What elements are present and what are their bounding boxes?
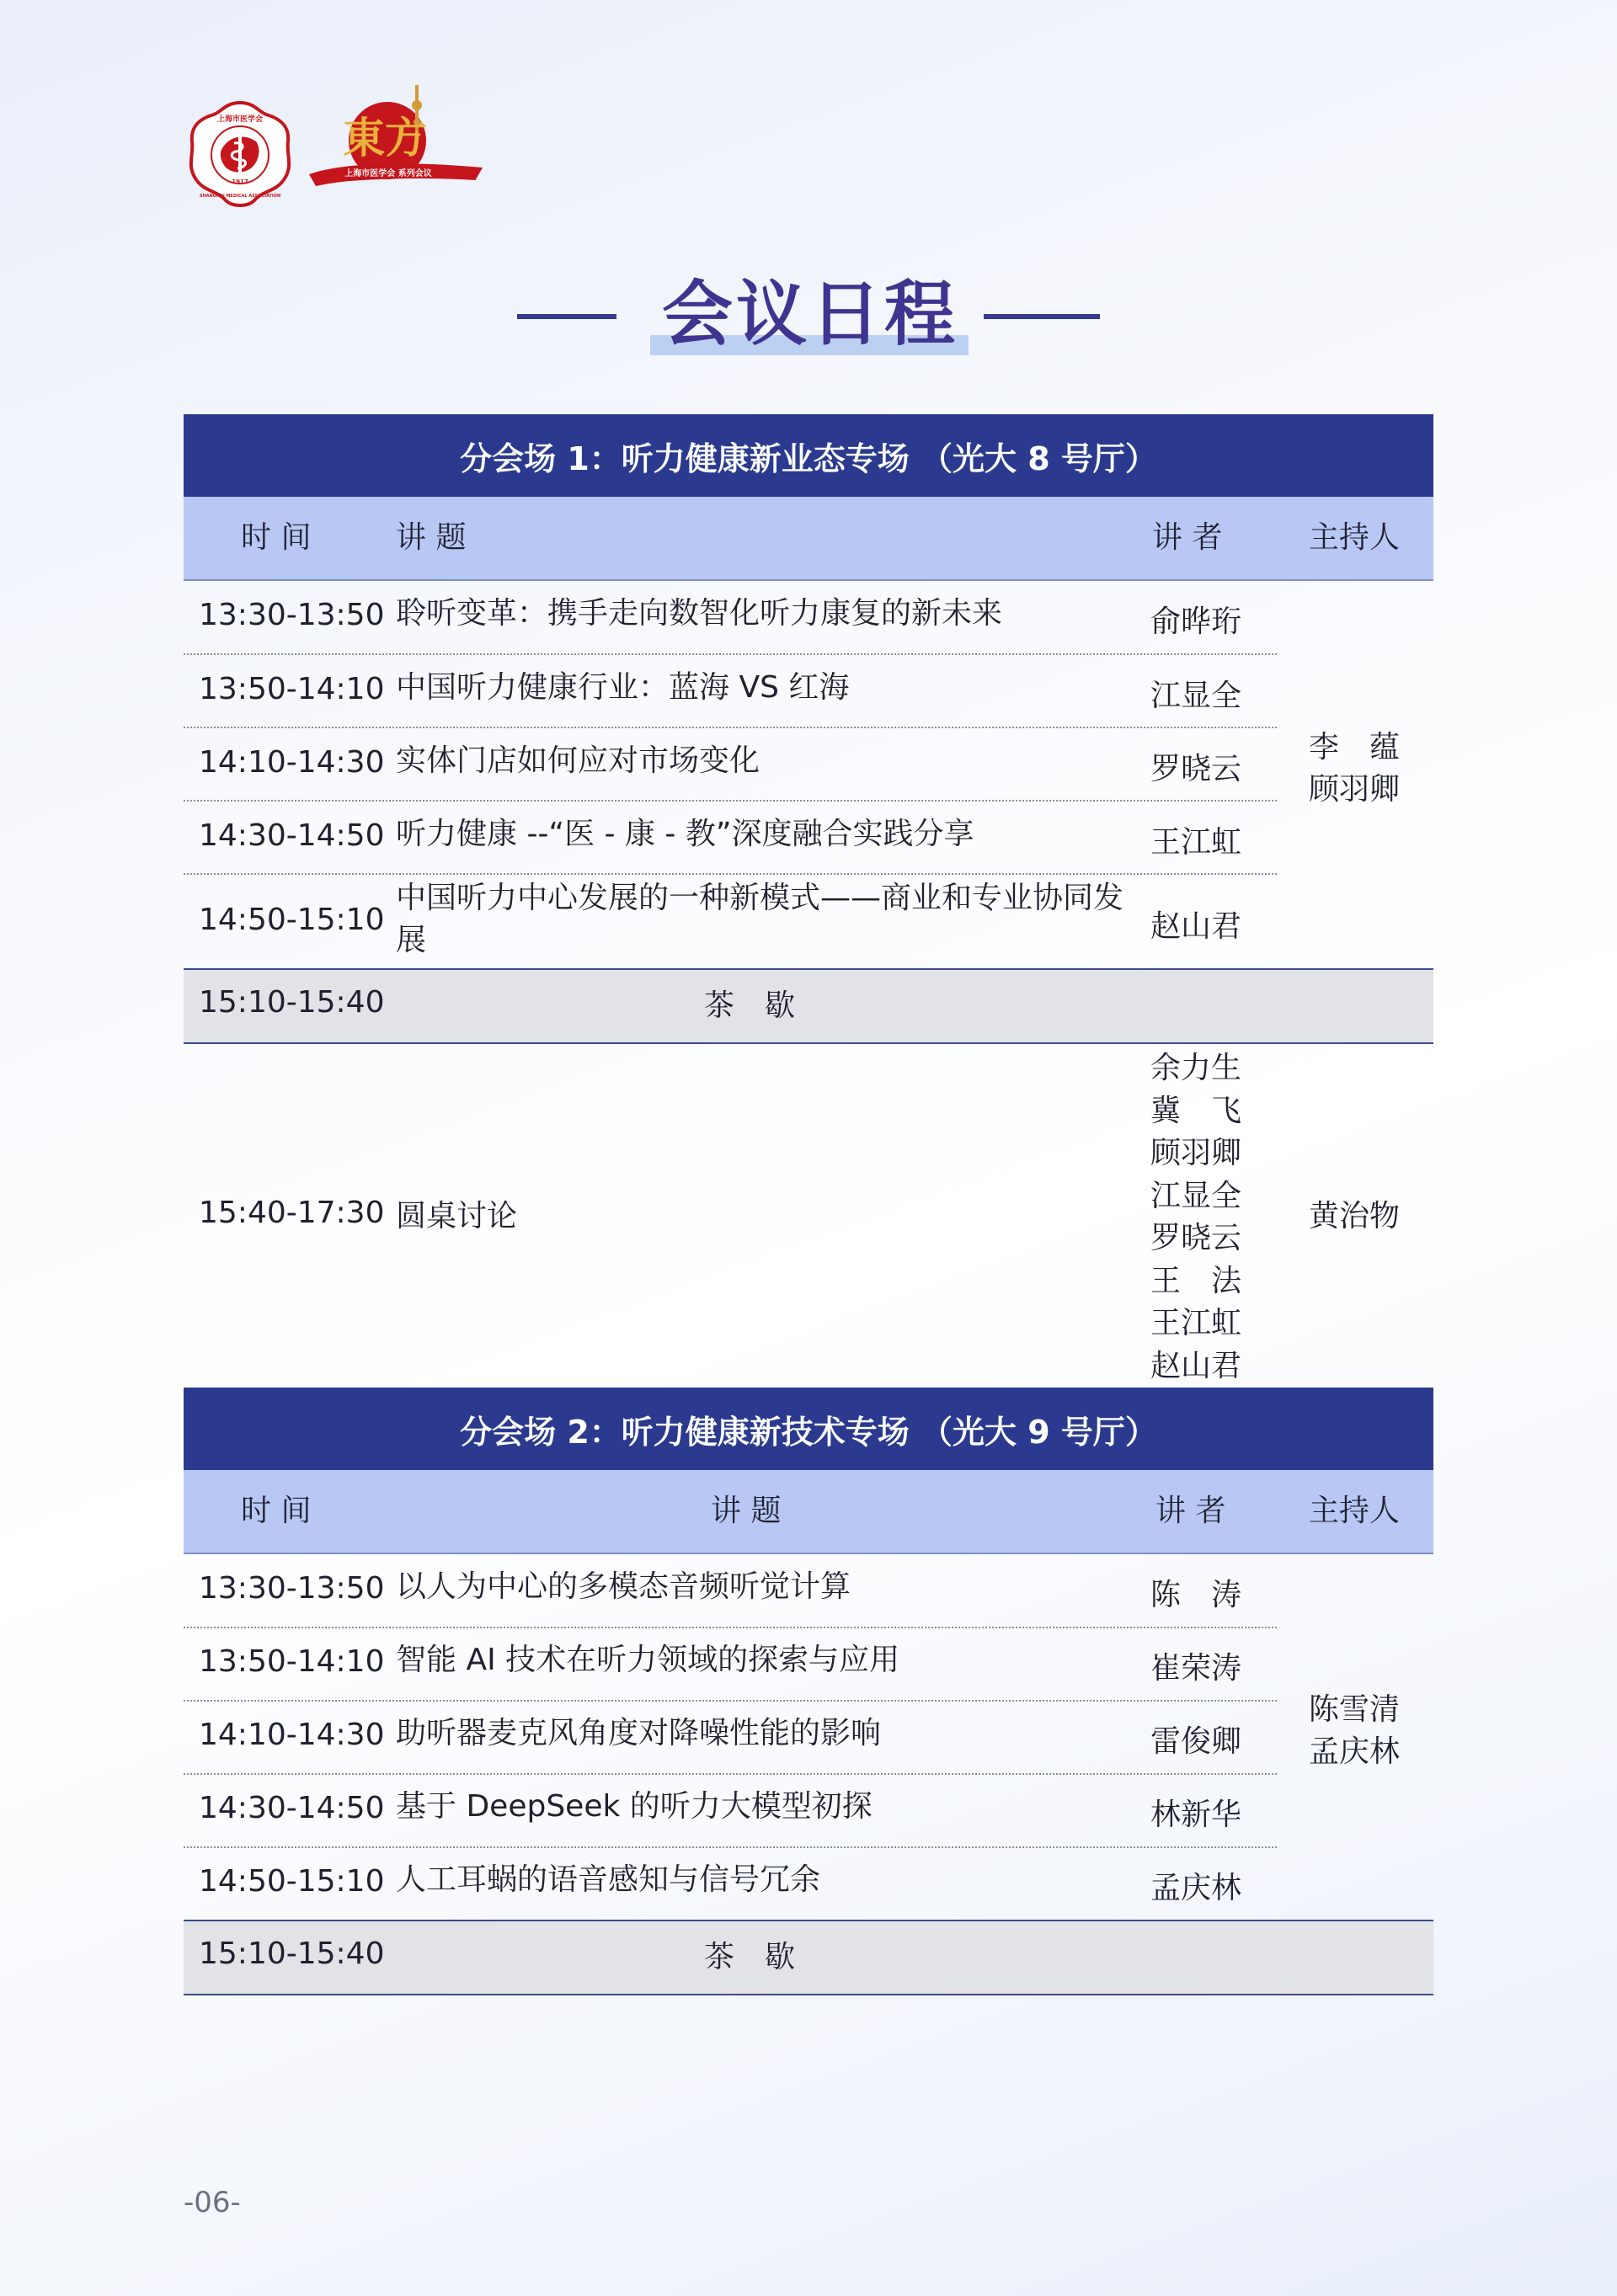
column-topic: 讲 题 bbox=[396, 520, 467, 555]
session-1-table bbox=[184, 414, 1433, 1391]
column-topic: 讲 题 bbox=[711, 1494, 782, 1528]
session-host-1: 陈雪清 bbox=[1309, 1692, 1401, 1727]
talk-topic: 以人为中心的多模态音频听觉计算 bbox=[396, 1569, 851, 1604]
tea-break-time: 15:10-15:40 bbox=[199, 985, 385, 1020]
roundtable-row bbox=[184, 1044, 1433, 1391]
talk-topic: 实体门店如何应对市场变化 bbox=[396, 743, 760, 778]
roundtable-time: 15:40-17:30 bbox=[199, 1196, 385, 1230]
tea-break-row bbox=[184, 1921, 1433, 1995]
talk-speaker: 林新华 bbox=[1150, 1798, 1242, 1832]
session-host-2: 顾羽卿 bbox=[1309, 772, 1401, 807]
sma-logo-english: SHANGHAI MEDICAL ASSOCIATION bbox=[199, 194, 281, 199]
session-host-1: 李 蕴 bbox=[1309, 730, 1401, 764]
row-divider bbox=[184, 653, 1277, 655]
row-divider bbox=[184, 800, 1277, 802]
roundtable-speakers bbox=[1150, 1047, 1241, 1388]
tea-break-row bbox=[184, 970, 1433, 1044]
roundtable-speaker: 冀 飞 bbox=[1150, 1093, 1242, 1128]
row-divider bbox=[184, 1627, 1277, 1628]
tea-break-label: 茶 歇 bbox=[704, 988, 796, 1023]
roundtable-speaker: 余力生 bbox=[1150, 1051, 1242, 1085]
session-title: 分会场 2：听力健康新技术专场 （光大 9 号厅） bbox=[184, 1388, 1433, 1470]
roundtable-speaker: 罗晓云 bbox=[1150, 1221, 1242, 1255]
column-host: 主持人 bbox=[1309, 520, 1401, 555]
talk-time: 14:10-14:30 bbox=[199, 1718, 385, 1752]
session-title: 分会场 1：听力健康新业态专场 （光大 8 号厅） bbox=[184, 414, 1433, 497]
talk-speaker: 崔荣涛 bbox=[1150, 1651, 1242, 1686]
column-time: 时 间 bbox=[241, 1494, 312, 1528]
column-host: 主持人 bbox=[1309, 1494, 1401, 1528]
page-number: -06- bbox=[184, 2186, 241, 2219]
row-divider bbox=[184, 727, 1277, 728]
roundtable-host: 黄治物 bbox=[1309, 1199, 1401, 1233]
column-header-row bbox=[184, 497, 1433, 581]
talk-topic: 人工耳蜗的语音感知与信号冗余 bbox=[396, 1862, 821, 1897]
talk-time: 14:30-14:50 bbox=[199, 818, 385, 853]
talk-topic: 中国听力健康行业：蓝海 VS 红海 bbox=[396, 670, 850, 705]
roundtable-speaker: 顾羽卿 bbox=[1150, 1136, 1242, 1170]
sma-logo-text: 上海市医学会 bbox=[216, 115, 264, 124]
column-header-row bbox=[184, 1470, 1433, 1554]
sma-logo-year: 1917 bbox=[232, 178, 248, 185]
talk-speaker: 俞晔珩 bbox=[1150, 605, 1242, 639]
talk-time: 14:10-14:30 bbox=[199, 745, 385, 780]
title-decor-line-left bbox=[517, 314, 616, 319]
talk-time: 13:30-13:50 bbox=[199, 598, 385, 632]
tea-break-time: 15:10-15:40 bbox=[199, 1936, 385, 1971]
talk-time: 13:50-14:10 bbox=[199, 1644, 385, 1679]
dongfang-logo-title: 東方 bbox=[343, 113, 427, 162]
talk-time: 13:50-14:10 bbox=[199, 672, 385, 706]
talk-topic: 基于 DeepSeek 的听力大模型初探 bbox=[396, 1789, 873, 1824]
shanghai-medical-association-logo bbox=[185, 99, 295, 209]
page-title: 会议日程 bbox=[661, 273, 958, 355]
talk-speaker: 王江虹 bbox=[1150, 825, 1242, 860]
talk-topic: 助听器麦克风角度对降噪性能的影响 bbox=[396, 1716, 882, 1750]
talk-topic: 聆听变革：携手走向数智化听力康复的新未来 bbox=[396, 596, 1003, 631]
roundtable-speaker: 江显全 bbox=[1150, 1178, 1242, 1213]
row-divider bbox=[184, 1846, 1277, 1848]
row-divider bbox=[184, 1773, 1277, 1775]
session-1-talks bbox=[184, 581, 1433, 970]
talk-speaker: 赵山君 bbox=[1150, 909, 1242, 944]
column-time: 时 间 bbox=[241, 520, 312, 555]
dongfang-logo-subtitle: 上海市医学会 系列会议 bbox=[344, 169, 432, 178]
talk-speaker: 罗晓云 bbox=[1150, 752, 1242, 786]
talk-time: 14:30-14:50 bbox=[199, 1791, 385, 1825]
roundtable-speaker: 王江虹 bbox=[1150, 1306, 1242, 1340]
talk-time: 14:50-15:10 bbox=[199, 1864, 385, 1899]
talk-topic: 中国听力中心发展的一种新模式——商业和专业协同发展 bbox=[396, 881, 1124, 957]
column-speaker: 讲 者 bbox=[1155, 1494, 1226, 1528]
roundtable-topic: 圆桌讨论 bbox=[396, 1199, 518, 1233]
talk-time: 13:30-13:50 bbox=[199, 1571, 385, 1606]
row-divider bbox=[184, 1700, 1277, 1702]
talk-time: 14:50-15:10 bbox=[199, 903, 385, 937]
talk-speaker: 陈 涛 bbox=[1150, 1578, 1242, 1612]
tea-break-label: 茶 歇 bbox=[704, 1940, 796, 1974]
talk-topic: 听力健康 --“医 - 康 - 教”深度融合实践分享 bbox=[396, 817, 974, 851]
session-2-talks bbox=[184, 1554, 1433, 1921]
column-speaker: 讲 者 bbox=[1152, 520, 1223, 555]
roundtable-speaker: 赵山君 bbox=[1150, 1348, 1242, 1383]
row-divider bbox=[184, 873, 1277, 875]
roundtable-speaker: 王 法 bbox=[1150, 1263, 1242, 1298]
title-decor-line-right bbox=[984, 314, 1100, 319]
talk-topic: 智能 AI 技术在听力领域的探索与应用 bbox=[396, 1643, 900, 1677]
session-2-table bbox=[184, 1388, 1433, 1995]
talk-speaker: 雷俊卿 bbox=[1150, 1724, 1242, 1759]
talk-speaker: 江显全 bbox=[1150, 679, 1242, 713]
talk-speaker: 孟庆林 bbox=[1150, 1871, 1242, 1905]
session-host-2: 孟庆林 bbox=[1309, 1734, 1401, 1769]
dongfang-conference-logo bbox=[307, 80, 484, 198]
